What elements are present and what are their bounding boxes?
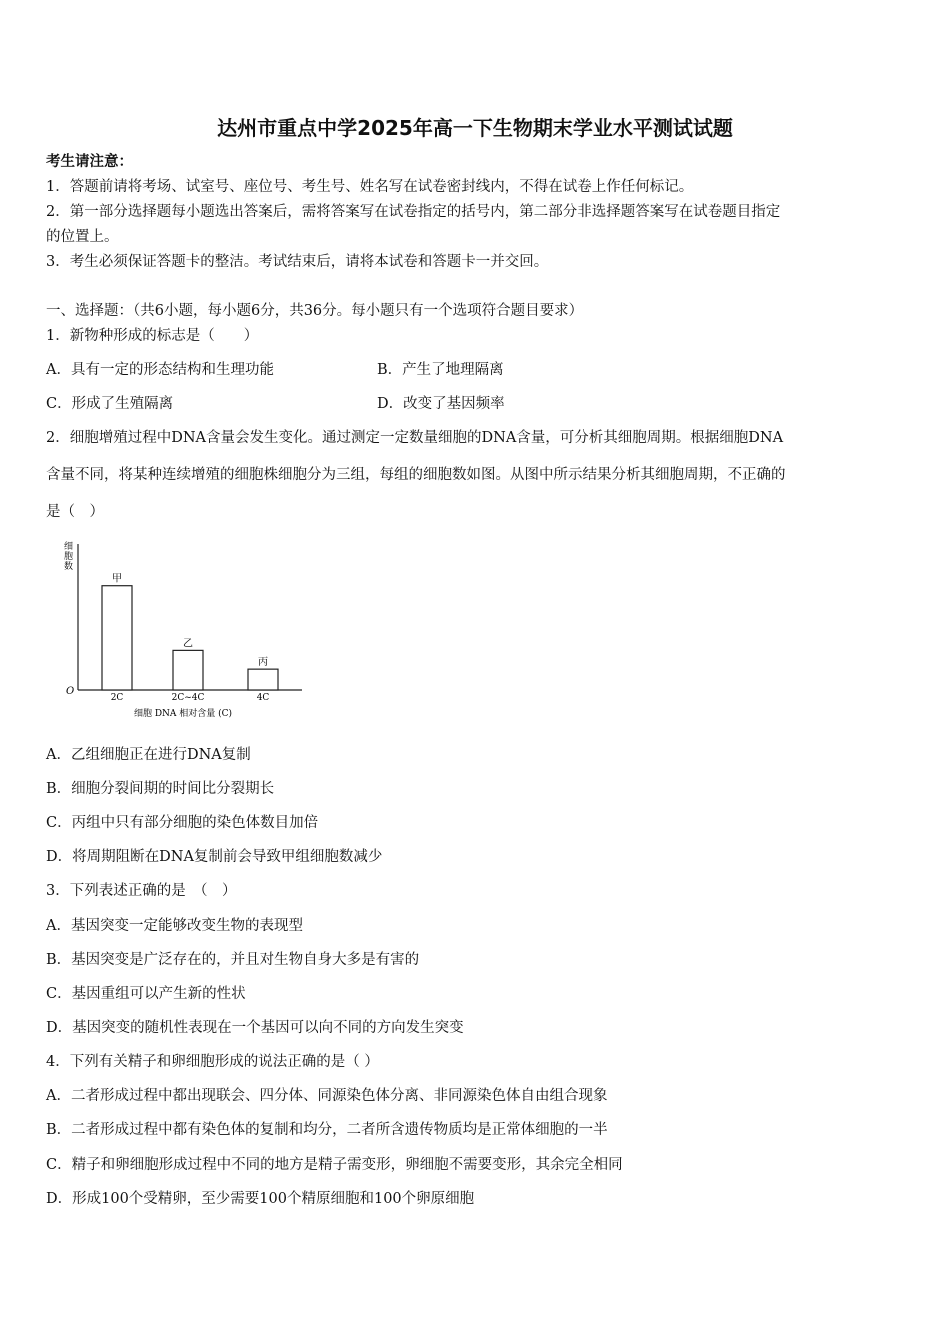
- q1-stem: 1．新物种形成的标志是（ ）: [46, 328, 259, 344]
- x-tick-4c: 4C: [256, 693, 270, 703]
- q2-option-b: B．细胞分裂间期的时间比分裂期长: [46, 781, 275, 797]
- bar-label-bing: 丙: [258, 657, 268, 669]
- q2-option-c: C．丙组中只有部分细胞的染色体数目加倍: [46, 815, 319, 831]
- q3-option-d: D．基因突变的随机性表现在一个基因可以向不同的方向发生突变: [46, 1020, 464, 1036]
- cell-dna-bar-chart: [58, 536, 308, 726]
- q2-option-a: A．乙组细胞正在进行DNA复制: [46, 747, 251, 763]
- notice-item-2: 2．第一部分选择题每小题选出答案后，需将答案写在试卷指定的括号内，第二部分非选择题答案写在试卷题目指定: [46, 204, 781, 220]
- bar-label-yi: 乙: [183, 638, 193, 650]
- q2-stem-line-3: 是（ ）: [46, 504, 104, 520]
- notice-heading: 考生请注意：: [46, 153, 133, 170]
- page-title: 达州市重点中学2025年高一下生物期末学业水平测试试题: [217, 116, 733, 140]
- q4-option-b: B．二者形成过程中都有染色体的复制和均分，二者所含遗传物质均是正常体细胞的一半: [46, 1122, 608, 1138]
- x-axis-label: 细胞 DNA 相对含量 (C): [133, 709, 233, 719]
- y-axis-label-char-2: 胞: [64, 552, 74, 562]
- bar-yi: [173, 650, 203, 690]
- q3-option-a: A．基因突变一定能够改变生物的表现型: [46, 918, 303, 934]
- q4-stem: 4．下列有关精子和卵细胞形成的说法正确的是（ ）: [46, 1054, 379, 1070]
- origin-label: O: [66, 686, 75, 697]
- q4-option-d: D．形成100个受精卵，至少需要100个精原细胞和100个卵原细胞: [46, 1191, 475, 1207]
- q1-option-a: A．具有一定的形态结构和生理功能: [46, 362, 274, 378]
- y-axis-label-char-3: 数: [64, 562, 74, 572]
- section-heading: 一、选择题：（共6小题，每小题6分，共36分。每小题只有一个选项符合题目要求）: [46, 303, 584, 319]
- q3-option-c: C．基因重组可以产生新的性状: [46, 986, 246, 1002]
- q1-option-c: C．形成了生殖隔离: [46, 396, 174, 412]
- q4-option-c: C．精子和卵细胞形成过程中不同的地方是精子需变形，卵细胞不需要变形，其余完全相同: [46, 1157, 623, 1173]
- bar-bing: [248, 669, 278, 690]
- q3-stem: 3．下列表述正确的是 （ ）: [46, 883, 237, 899]
- notice-item-3: 3．考生必须保证答题卡的整洁。考试结束后，请将本试卷和答题卡一并交回。: [46, 254, 549, 270]
- q4-option-a: A．二者形成过程中都出现联会、四分体、同源染色体分离、非同源染色体自由组合现象: [46, 1088, 608, 1104]
- notice-item-2-cont: 的位置上。: [46, 229, 119, 245]
- bar-label-jia: 甲: [112, 573, 122, 585]
- q2-stem-line-1: 2．细胞增殖过程中DNA含量会发生变化。通过测定一定数量细胞的DNA含量，可分析其细胞周期。根据细胞DNA: [46, 430, 784, 446]
- q2-option-d: D．将周期阻断在DNA复制前会导致甲组细胞数减少: [46, 849, 383, 865]
- bar-jia: [102, 586, 132, 690]
- q1-option-b: B．产生了地理隔离: [377, 362, 504, 378]
- x-tick-2c-4c: 2C~4C: [171, 693, 205, 703]
- q1-option-d: D．改变了基因频率: [377, 396, 505, 412]
- notice-item-1: 1．答题前请将考场、试室号、座位号、考生号、姓名写在试卷密封线内，不得在试卷上作任何标记。: [46, 179, 694, 195]
- y-axis-label-char-1: 细: [64, 542, 74, 552]
- q2-stem-line-2: 含量不同，将某种连续增殖的细胞株细胞分为三组，每组的细胞数如图。从图中所示结果分析其细胞周期，不正确的: [46, 467, 786, 483]
- q3-option-b: B．基因突变是广泛存在的，并且对生物自身大多是有害的: [46, 952, 420, 968]
- x-tick-2c: 2C: [110, 693, 124, 703]
